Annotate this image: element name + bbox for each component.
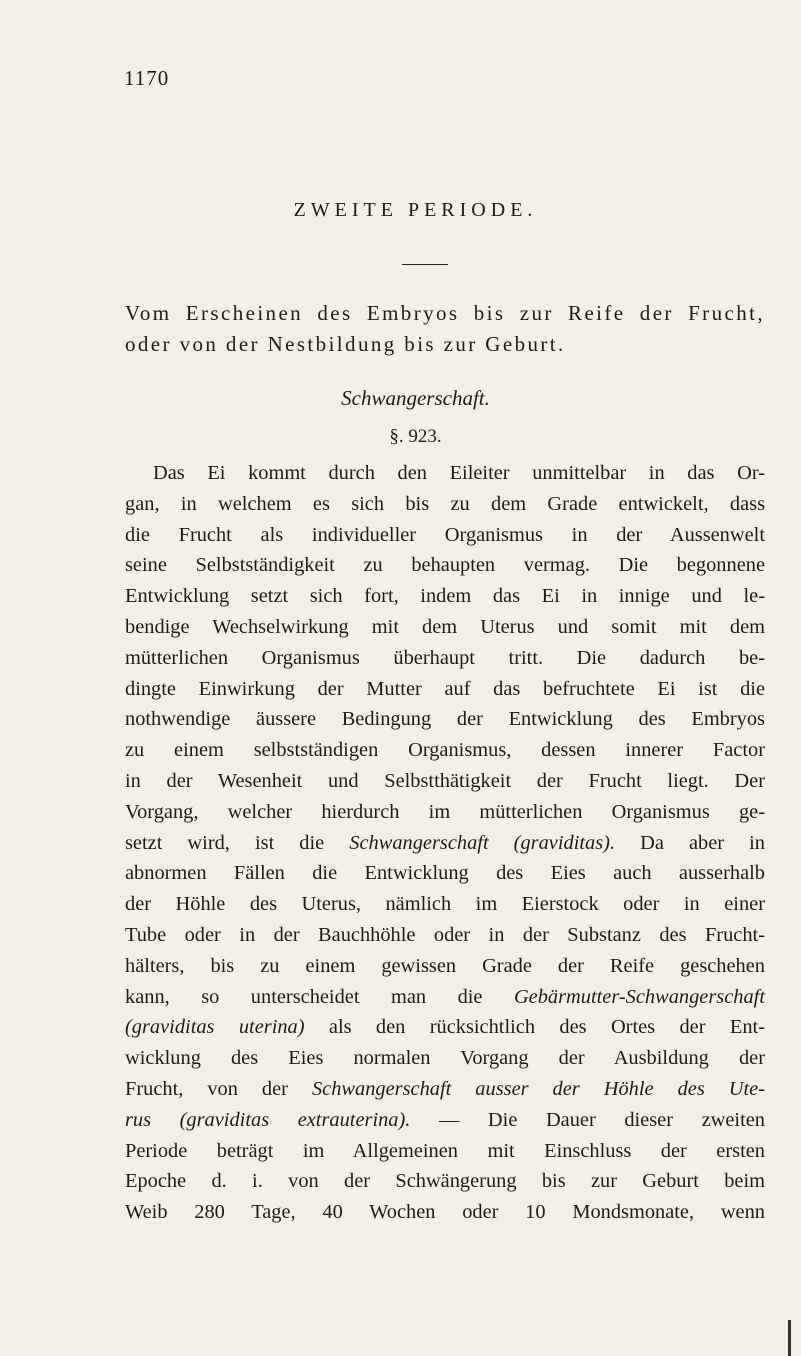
text-line: hälters, bis zu einem gewissen Grade der Reife geschehen [125, 954, 765, 977]
italic-term: Gebärmutter-Schwangerschaft [513, 985, 765, 1008]
text-line: wicklung des Eies normalen Vorgang der Ausbildung der [125, 1047, 765, 1070]
text-line [125, 828, 765, 859]
section-number: §. 923. [389, 426, 442, 447]
text-run: setzt wird, ist die [125, 831, 350, 854]
text-run: als den rücksichtlich des Ortes der Ent- [304, 1016, 765, 1039]
heading-rule [402, 264, 448, 265]
period-heading: ZWEITE PERIODE. [293, 199, 538, 221]
text-line: der Höhle des Uterus, nämlich im Eierstock oder in einer [125, 893, 765, 916]
page-number: 1170 [124, 66, 170, 90]
body-paragraph [125, 458, 765, 1228]
page-edge-mark [788, 1320, 791, 1356]
text-run: Da aber in [615, 831, 765, 854]
text-line: in der Wesenheit und Selbstthätigkeit der Frucht liegt. Der [125, 769, 765, 792]
chapter-subtitle: Vom Erscheinen des Embryos bis zur Reife der Frucht, oder von der Nestbildung bis zur Geburt. [125, 301, 765, 356]
text-line [125, 1074, 765, 1105]
italic-term: Schwangerschaft (graviditas). [349, 831, 616, 854]
text-line: Tube oder in der Bauchhöhle oder in der Substanz des Frucht- [125, 923, 765, 946]
text-line: seine Selbstständigkeit zu behaupten vermag. Die begonnene [125, 554, 765, 577]
section-title: Schwangerschaft. [341, 386, 490, 410]
text-line: Das Ei kommt durch den Eileiter unmittelbar in das Or- [153, 462, 765, 484]
text-line: abnormen Fällen die Entwicklung des Eies auch ausserhalb [125, 862, 765, 885]
text-line [125, 982, 765, 1013]
text-line: Epoche d. i. von der Schwängerung bis zur Geburt beim [125, 1170, 765, 1193]
italic-term: rus (graviditas extrauterina). [125, 1108, 411, 1131]
text-line: Periode beträgt im Allgemeinen mit Einschluss der ersten [125, 1139, 765, 1162]
text-line: bendige Wechselwirkung mit dem Uterus und somit mit dem [125, 615, 765, 638]
text-run: Frucht, von der [125, 1077, 312, 1100]
italic-term: (graviditas uterina) [125, 1016, 305, 1039]
text-line: zu einem selbstständigen Organismus, dessen innerer Factor [125, 739, 765, 762]
text-run: kann, so unterscheidet man die [125, 985, 514, 1008]
text-line: Vorgang, welcher hierdurch im mütterlichen Organismus ge- [125, 800, 765, 823]
text-line [125, 1012, 765, 1043]
text-run: — Die Dauer dieser zweiten [410, 1108, 765, 1131]
text-line: nothwendige äussere Bedingung der Entwicklung des Embryos [125, 708, 765, 731]
text-line [125, 1105, 765, 1136]
text-line: dingte Einwirkung der Mutter auf das befruchtete Ei ist die [125, 677, 765, 700]
italic-term: Schwangerschaft ausser der Höhle des Ute- [311, 1077, 766, 1100]
text-line: mütterlichen Organismus überhaupt tritt. Die dadurch be- [125, 646, 765, 669]
text-line: die Frucht als individueller Organismus in der Aussenwelt [125, 523, 765, 546]
text-line: Entwicklung setzt sich fort, indem das Ei in innige und le- [125, 585, 765, 608]
text-line: gan, in welchem es sich bis zu dem Grade entwickelt, dass [125, 492, 765, 515]
text-line: Weib 280 Tage, 40 Wochen oder 10 Mondsmonate, wenn [125, 1201, 765, 1224]
